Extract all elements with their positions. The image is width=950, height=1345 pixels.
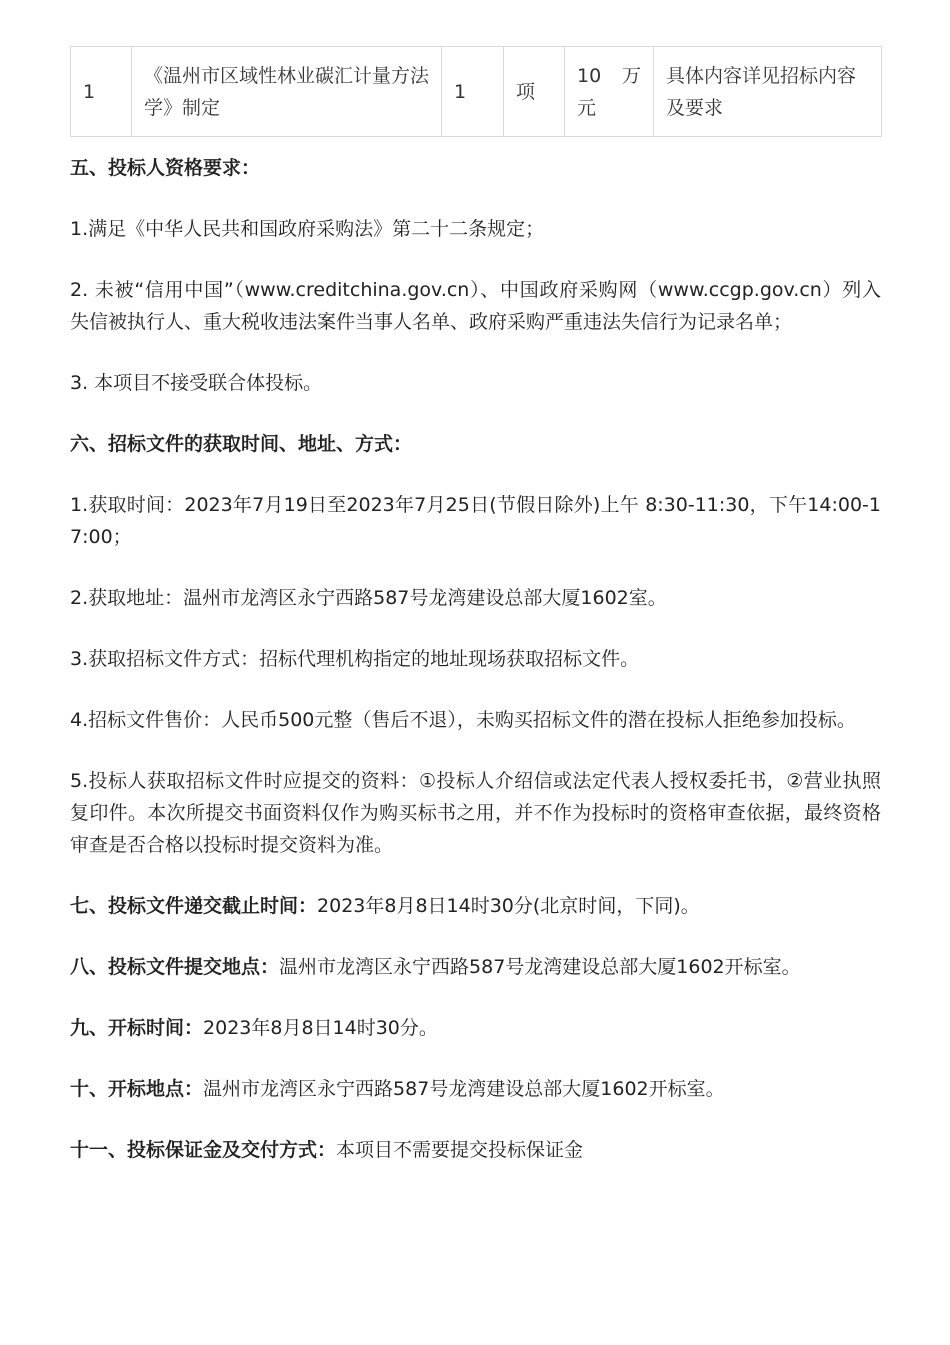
section-11-label: 十一、投标保证金及交付方式：	[70, 1139, 337, 1161]
section-7	[70, 890, 881, 922]
section-8-value: 温州市龙湾区永宁西路587号龙湾建设总部大厦1602开标室。	[279, 956, 801, 978]
project-table	[70, 46, 882, 137]
section-6-item-3: 3.获取招标文件方式：招标代理机构指定的地址现场获取招标文件。	[70, 648, 640, 670]
section-6-heading: 六、招标文件的获取时间、地址、方式：	[70, 433, 413, 455]
section-10	[70, 1073, 881, 1105]
section-5-item-3: 3. 本项目不接受联合体投标。	[70, 372, 323, 394]
cell-quantity: 1	[442, 47, 504, 137]
section-9-value: 2023年8月8日14时30分。	[203, 1017, 438, 1039]
section-5-heading: 五、投标人资格要求：	[70, 157, 261, 179]
document-page	[70, 46, 881, 1166]
section-9-label: 九、开标时间：	[70, 1017, 204, 1039]
section-10-label: 十、开标地点：	[70, 1078, 204, 1100]
cell-no: 1	[71, 47, 132, 137]
section-10-value: 温州市龙湾区永宁西路587号龙湾建设总部大厦1602开标室。	[203, 1078, 725, 1100]
table-row	[71, 47, 882, 137]
cell-remark: 具体内容详见招标内容及要求	[654, 47, 882, 137]
section-9	[70, 1012, 881, 1044]
section-5-item-2: 2. 未被“信用中国”（www.creditchina.gov.cn）、中国政府采购网（www.ccgp.gov.cn）列入失信被执行人、重大税收违法案件当事人名单、政府采购严重违法失信行为记录名单；	[70, 279, 881, 333]
section-6-item-2: 2.获取地址：温州市龙湾区永宁西路587号龙湾建设总部大厦1602室。	[70, 587, 667, 609]
section-6-item-1: 1.获取时间：2023年7月19日至2023年7月25日(节假日除外)上午 8:30-11:30，下午14:00-17:00；	[70, 494, 881, 548]
section-7-label: 七、投标文件递交截止时间：	[70, 895, 318, 917]
section-7-value: 2023年8月8日14时30分(北京时间，下同)。	[317, 895, 700, 917]
cell-unit: 项	[504, 47, 565, 137]
section-11-value: 本项目不需要提交投标保证金	[336, 1139, 584, 1161]
section-8-label: 八、投标文件提交地点：	[70, 956, 280, 978]
section-6-item-5: 5.投标人获取招标文件时应提交的资料：①投标人介绍信或法定代表人授权委托书，②营业执照复印件。本次所提交书面资料仅作为购买标书之用，并不作为投标时的资格审查依据，最终资格审查是否合格以投标时提交资料为准。	[70, 770, 881, 856]
section-6-item-4: 4.招标文件售价：人民币500元整（售后不退），未购买招标文件的潜在投标人拒绝参加投标。	[70, 709, 856, 731]
cell-project-name: 《温州市区域性林业碳汇计量方法学》制定	[132, 47, 442, 137]
section-5-item-1: 1.满足《中华人民共和国政府采购法》第二十二条规定；	[70, 218, 545, 240]
section-8	[70, 951, 881, 983]
cell-budget: 10 万元	[565, 47, 654, 137]
section-11	[70, 1134, 881, 1166]
